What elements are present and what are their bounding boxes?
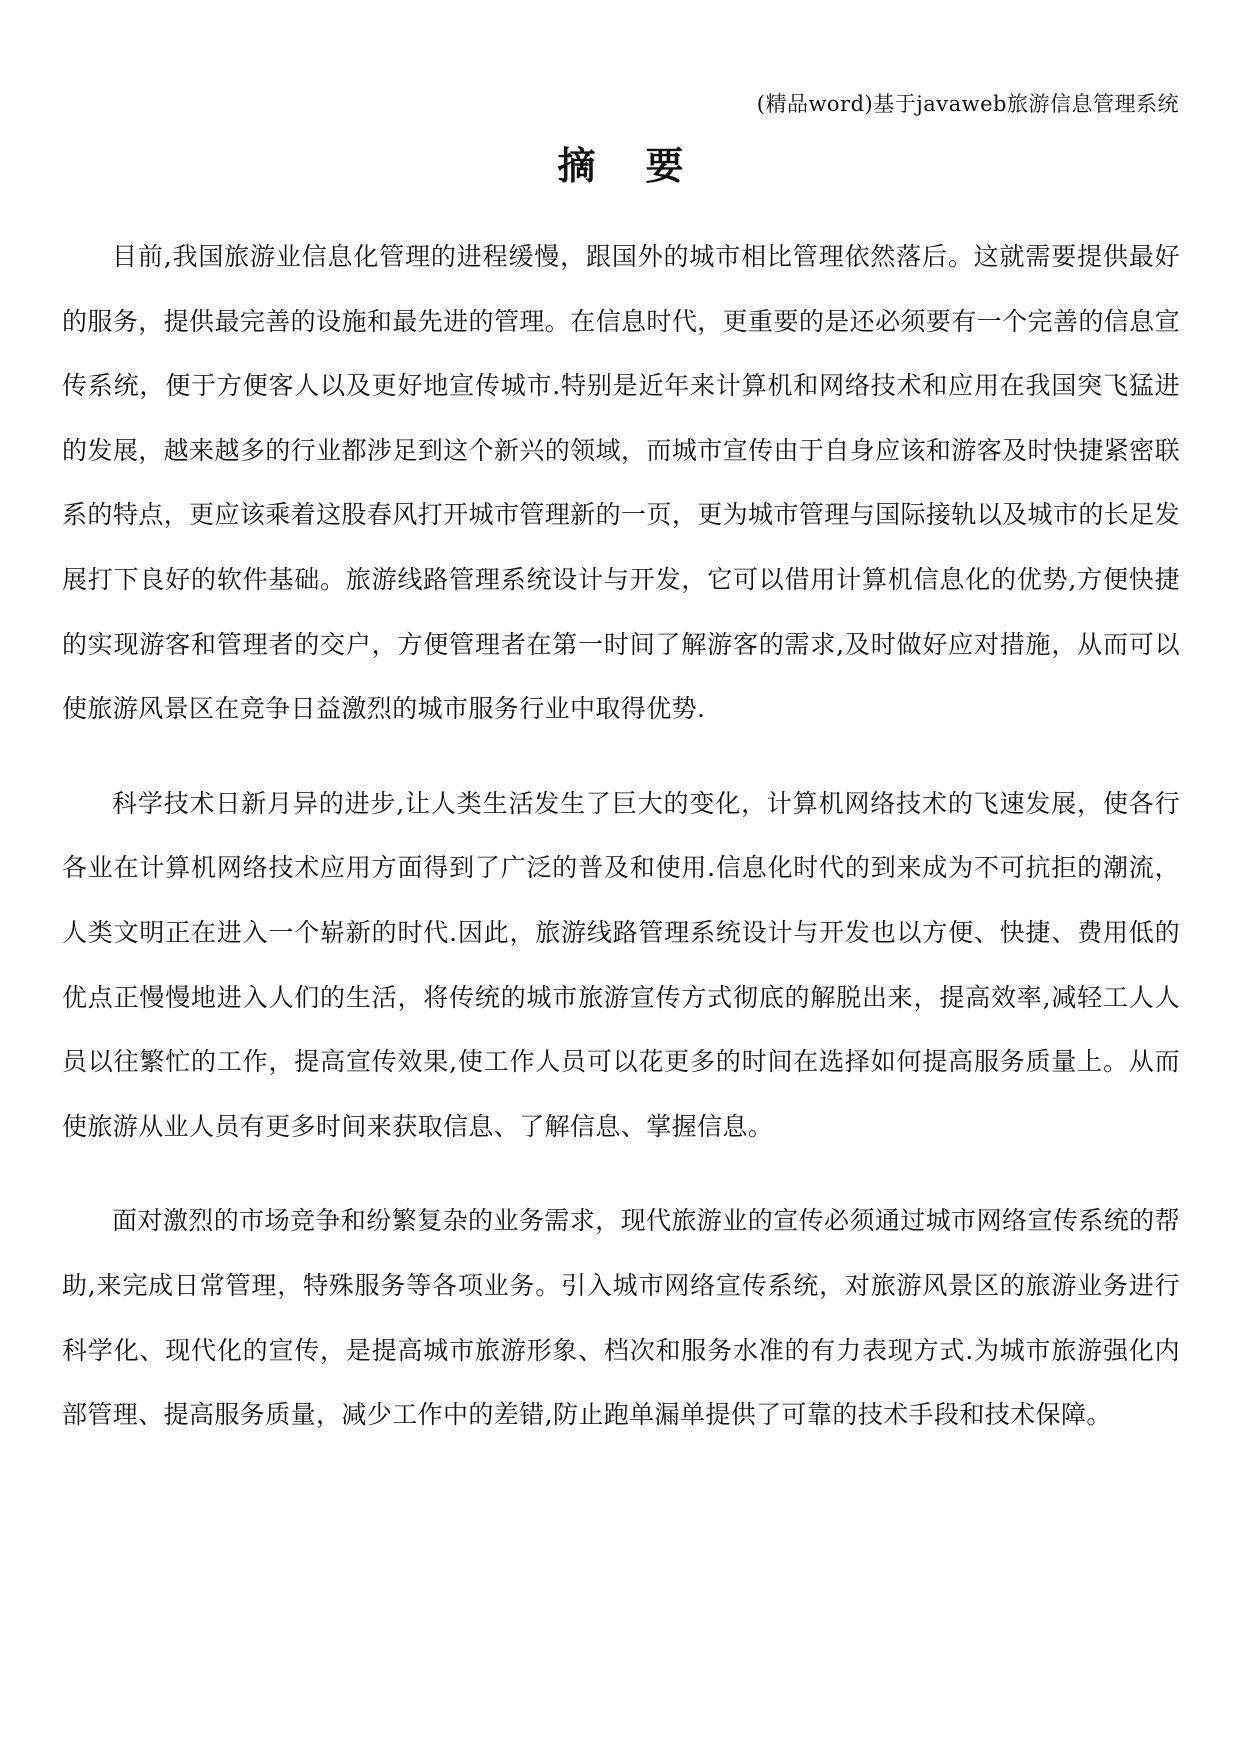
page-title: 摘要 — [557, 143, 734, 188]
abstract-body — [62, 225, 1180, 1478]
paragraph-2: 科学技术日新月异的进步,让人类生活发生了巨大的变化，计算机网络技术的飞速发展，使各行各业在计算机网络技术应用方面得到了广泛的普及和使用.信息化时代的到来成为不可抗拒的潮流，人类文明正在进入一个崭新的时代.因此，旅游线路管理系统设计与开发也以方便、快捷、费用低的优点正慢慢地进入人们的生活，将传统的城市旅游宣传方式彻底的解脱出来，提高效率,减轻工人人员以往繁忙的工作，提高宣传效果,使工作人员可以花更多的时间在选择如何提高服务质量上。从而使旅游从业人员有更多时间来获取信息、了解信息、掌握信息。 — [62, 788, 1180, 1141]
paragraph-3: 面对激烈的市场竞争和纷繁复杂的业务需求，现代旅游业的宣传必须通过城市网络宣传系统的帮助,来完成日常管理，特殊服务等各项业务。引入城市网络宣传系统，对旅游风景区的旅游业务进行科学化、现代化的宣传，是提高城市旅游形象、档次和服务水准的有力表现方式.为城市旅游强化内部管理、提高服务质量，减少工作中的差错,防止跑单漏单提供了可靠的技术手段和技术保障。 — [62, 1206, 1180, 1430]
running-header: (精品word)基于javaweb旅游信息管理系统 — [756, 92, 1179, 116]
paragraph-1: 目前,我国旅游业信息化管理的进程缓慢，跟国外的城市相比管理依然落后。这就需要提供最好的服务，提供最完善的设施和最先进的管理。在信息时代，更重要的是还必须要有一个完善的信息宣传系统，便于方便客人以及更好地宣传城市.特别是近年来计算机和网络技术和应用在我国突飞猛进的发展，越来越多的行业都涉足到这个新兴的领域，而城市宣传由于自身应该和游客及时快捷紧密联系的特点，更应该乘着这股春风打开城市管理新的一页，更为城市管理与国际接轨以及城市的长足发展打下良好的软件基础。旅游线路管理系统设计与开发，它可以借用计算机信息化的优势,方便快捷的实现游客和管理者的交户，方便管理者在第一时间了解游客的需求,及时做好应对措施，从而可以使旅游风景区在竞争日益激烈的城市服务行业中取得优势. — [62, 242, 1180, 724]
